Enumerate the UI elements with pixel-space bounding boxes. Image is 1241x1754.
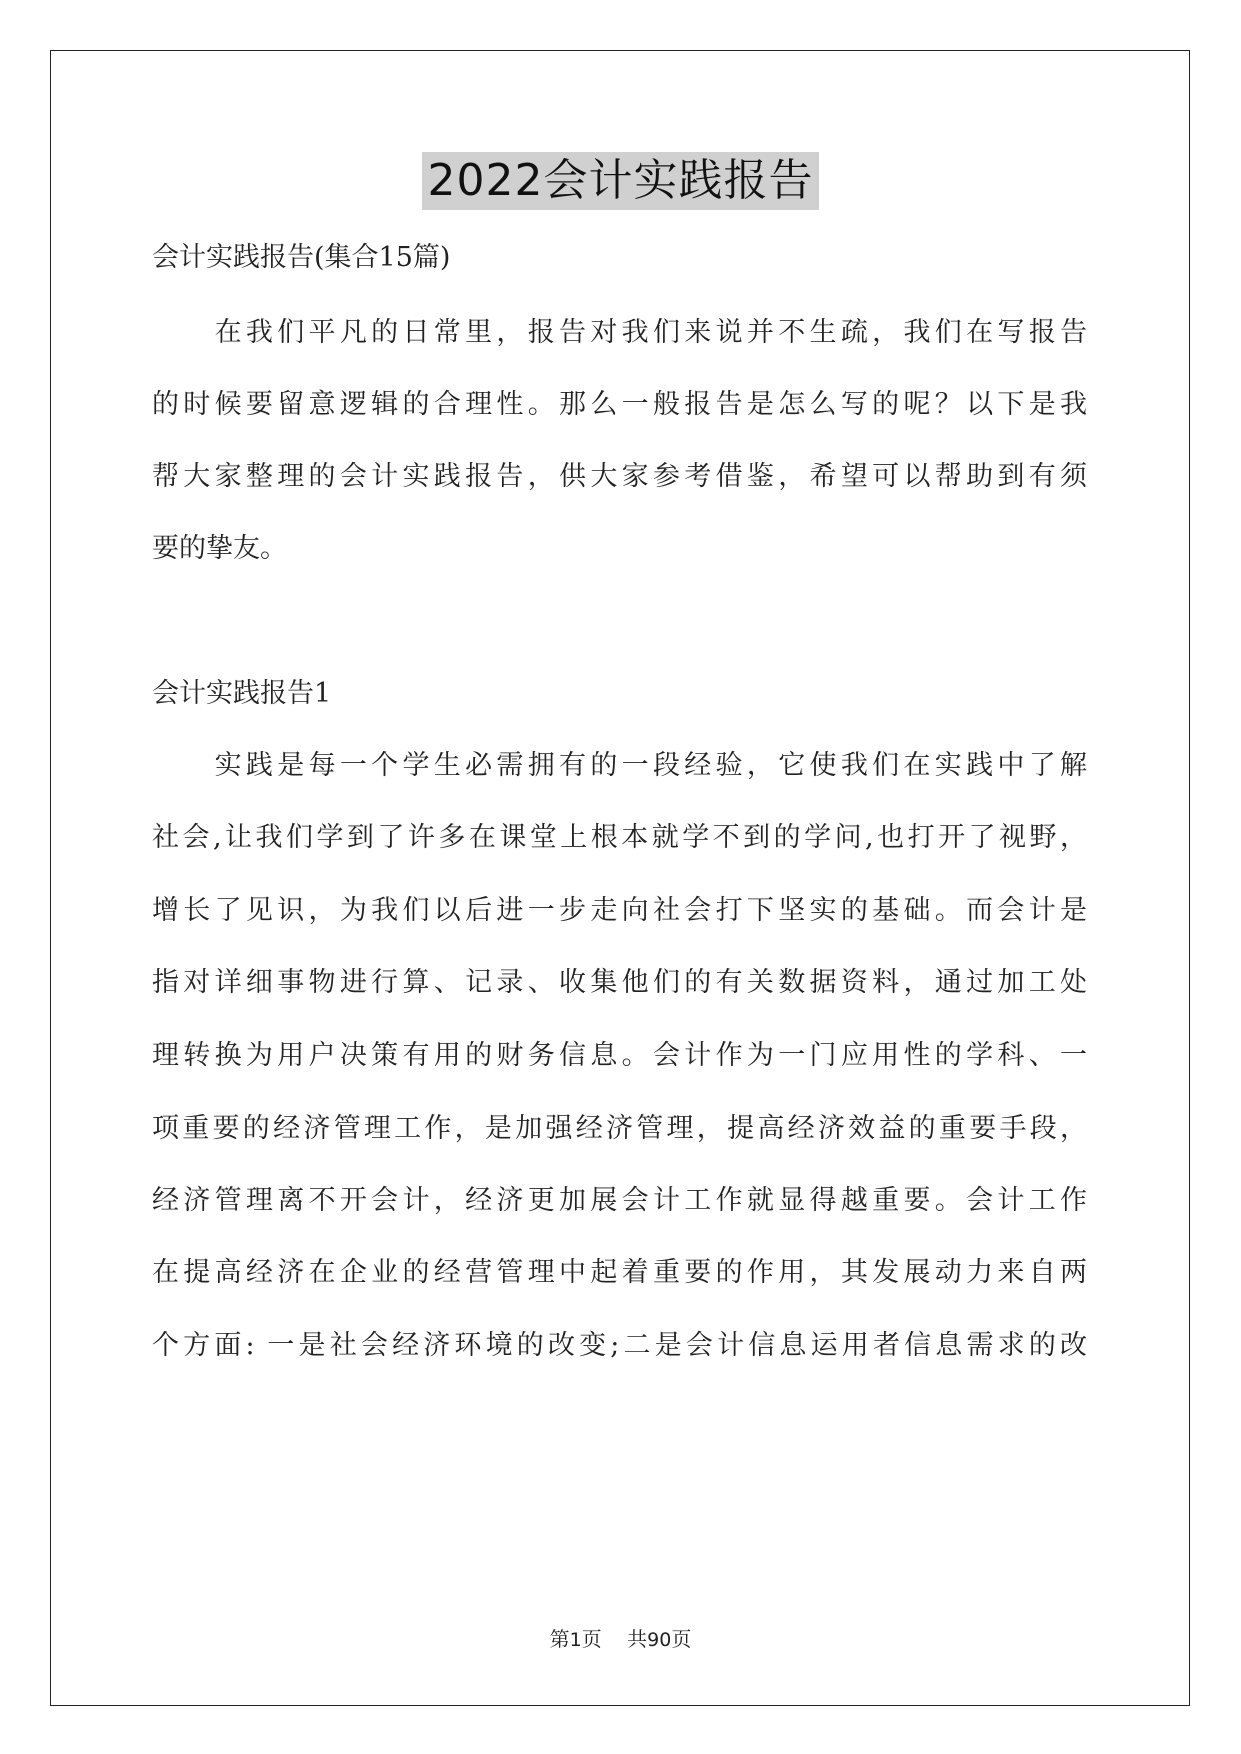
intro-line-1: 在我们平凡的日常里，报告对我们来说并不生疏，我们在写报告 [152, 317, 1087, 348]
page-footer [0, 1626, 1241, 1653]
body-line-8: 在提高经济在企业的经营管理中起着重要的作用，其发展动力来自两 [152, 1257, 1087, 1288]
page-border [50, 50, 1190, 1706]
footer-total-suffix: 页 [671, 1627, 692, 1651]
title-container [0, 152, 1241, 210]
footer-prefix: 第 [549, 1627, 570, 1651]
footer-page-suffix: 页 [581, 1627, 602, 1651]
intro-line-4: 要的挚友。 [152, 533, 287, 564]
intro-line-2: 的时候要留意逻辑的合理性。那么一般报告是怎么写的呢？以下是我 [152, 389, 1087, 420]
intro-line-3: 帮大家整理的会计实践报告，供大家参考借鉴，希望可以帮助到有须 [152, 461, 1087, 492]
document-title: 2022会计实践报告 [422, 152, 820, 210]
document-subtitle: 会计实践报告(集合15篇) [152, 242, 451, 273]
footer-total-pages: 90 [647, 1629, 672, 1651]
body-line-9: 个方面: 一是社会经济环境的改变;二是会计信息运用者信息需求的改 [152, 1330, 1087, 1361]
section-heading: 会计实践报告1 [152, 678, 332, 709]
body-line-7: 经济管理离不开会计，经济更加展会计工作就显得越重要。会计工作 [152, 1185, 1087, 1216]
footer-total-prefix: 共 [627, 1627, 648, 1651]
body-line-2: 社会,让我们学到了许多在课堂上根本就学不到的学问,也打开了视野， [152, 822, 1087, 853]
body-line-6: 项重要的经济管理工作，是加强经济管理，提高经济效益的重要手段， [152, 1113, 1087, 1144]
body-line-3: 增长了见识，为我们以后进一步走向社会打下坚实的基础。而会计是 [152, 895, 1087, 926]
body-line-1: 实践是每一个学生必需拥有的一段经验，它使我们在实践中了解 [152, 750, 1087, 781]
body-line-5: 理转换为用户决策有用的财务信息。会计作为一门应用性的学科、一 [152, 1040, 1087, 1071]
footer-page-number: 1 [569, 1629, 582, 1651]
body-line-4: 指对详细事物进行算、记录、收集他们的有关数据资料，通过加工处 [152, 967, 1087, 998]
